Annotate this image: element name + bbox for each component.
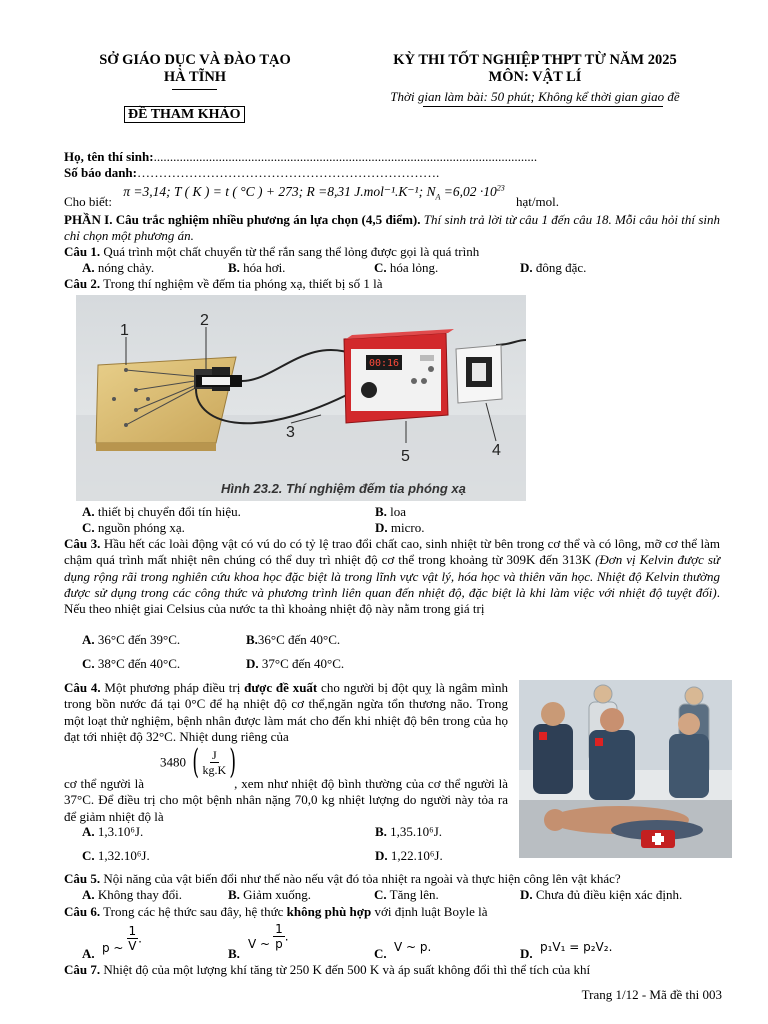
q6-option-b[interactable]: B. V ~ $\frac{1}{p}$ .	[228, 922, 289, 961]
q3-option-a[interactable]: A. 36°C đến 39°C.	[82, 632, 181, 647]
q7-label: Câu 7.	[64, 962, 101, 977]
q4-text-2: cho người bị đột quỵ là ngâm mình trong bồn nước đá tại 0°C để hạ nhiệt độ cơ thể,ngăn ngừa tổn thương não. Trong một loạt thử nghiệm, bệnh nhân được làm mát cho đến khi nhiệt độ bên trong của họ đạt tới nhiệt độ 32°C. Nhiệt dung riêng của	[64, 680, 509, 744]
name-dots: ......................................................................................................................	[153, 149, 538, 164]
q4-option-a[interactable]: A. 1,3.10⁶J.	[82, 824, 144, 839]
q2-option-c[interactable]: C. nguồn phóng xạ.	[82, 519, 185, 535]
question-4	[64, 680, 508, 745]
q1-option-d[interactable]: D. đông đặc.	[520, 260, 587, 275]
part1-instruction: Thí sinh trả lời từ câu 1 đến câu 18. Mỗi câu hỏi thí sinh chỉ chọn một phương án.	[64, 212, 721, 243]
q4-option-b[interactable]: B. 1,35.10⁶J.	[375, 824, 443, 839]
q5-option-c[interactable]: C. Tăng lên.	[374, 887, 439, 902]
exam-tag-box	[124, 106, 245, 124]
q1-options	[82, 260, 666, 276]
question-1	[64, 244, 720, 260]
q2-label: Câu 2.	[64, 276, 101, 291]
header-rule-right	[423, 106, 663, 107]
question-6	[64, 904, 720, 920]
question-2	[64, 276, 720, 292]
constants-line	[64, 183, 724, 209]
q2-options	[82, 504, 732, 535]
q4-text-1: Một phương pháp điều trị	[100, 680, 245, 695]
exam-tag: ĐỀ THAM KHẢO	[124, 106, 245, 123]
q4-bold: được đề xuất	[244, 680, 318, 695]
q3-options	[82, 632, 344, 672]
constants-formula: π =3,14; T ( K ) = t ( °C ) + 273; R =8,31 J.mol⁻¹.K⁻¹; $N_A =6,02 \cdot 10^{23}$	[123, 183, 505, 202]
q4-heat-capacity: 3480 ( $\frac{J}{kg.K}$ )	[160, 742, 237, 782]
heat-capacity-unit: $\frac{J}{kg.K}$	[202, 747, 227, 777]
constants-unit: hạt/mol.	[515, 194, 559, 209]
q4-options	[82, 824, 443, 864]
q1-text: Quá trình một chất chuyển từ thể rắn sang thể lỏng được gọi là quá trình	[100, 244, 480, 259]
q6-text-2: với định luật Boyle là	[371, 904, 488, 919]
header-rule-left	[172, 89, 217, 90]
experiment-illustration	[76, 295, 526, 501]
q6-text-1: Trong các hệ thức sau đây, hệ thức	[100, 904, 287, 919]
q5-option-a[interactable]: A. Không thay đổi.	[82, 887, 183, 902]
q3-option-b[interactable]: B.36°C đến 40°C.	[246, 632, 341, 647]
page-footer: Trang 1/12 - Mã đề thi 003	[581, 987, 722, 1002]
paramedics-illustration	[519, 680, 732, 858]
callout-1: 1	[120, 322, 129, 339]
question-7	[64, 962, 720, 978]
q6-option-a[interactable]: A. p ~ $\frac{1}{V}$ .	[82, 924, 142, 961]
q2-option-b[interactable]: B. loa	[375, 504, 407, 519]
q3-italic-note: (Đơn vị Kelvin được sử dụng rộng rãi trong nghiên cứu khoa học đặc biệt là trong lĩnh vực vật lý, hóa học và thiên văn học. Nhiệt độ Kelvin thường được sử dụng trong các công thức và phương trình liên quan đến nhiệt độ, đặc biệt là khi làm việc với nhiệt độ tuyệt đối)	[64, 552, 720, 600]
q5-options	[82, 887, 740, 903]
student-id-line	[64, 165, 714, 181]
q4-text-3-prefix: cơ thể người là	[64, 776, 145, 791]
q4-option-c[interactable]: C. 1,32.10⁶J.	[82, 848, 150, 863]
exam-header	[355, 52, 715, 87]
id-dots: …………………………………………………………….	[136, 165, 440, 180]
radiation-experiment-figure	[76, 295, 526, 501]
part1-heading	[64, 212, 720, 243]
callout-5: 5	[401, 448, 410, 465]
department-name: SỞ GIÁO DỤC VÀ ĐÀO TẠO	[99, 52, 291, 68]
exam-title: KỲ THI TỐT NGHIỆP THPT TỪ NĂM 2025	[393, 52, 677, 68]
q6-option-c[interactable]: C. V ~ p.	[374, 940, 432, 961]
counter-display: 00:16	[368, 358, 400, 369]
q1-option-c[interactable]: C. hóa lỏng.	[374, 260, 439, 275]
q5-option-b[interactable]: B. Giảm xuống.	[228, 887, 312, 902]
q2-option-a[interactable]: A. thiết bị chuyển đổi tín hiệu.	[82, 504, 241, 519]
q4-label: Câu 4.	[64, 680, 101, 695]
q7-text: Nhiệt độ của một lượng khí tăng từ 250 K đến 500 K và áp suất không đổi thì thể tích của khí	[100, 962, 591, 977]
q4-text-3: , xem như nhiệt độ bình thường của cơ thể người là 37°C. Để điều trị cho một bệnh nhân nặng 70,0 kg nhiệt lượng do người này tỏa ra để giảm nhiệt độ là	[64, 776, 508, 824]
province-name: HÀ TĨNH	[163, 69, 227, 86]
q6-option-d[interactable]: D. p₁V₁ = p₂V₂.	[520, 940, 613, 961]
q2-text: Trong thí nghiệm về đếm tia phóng xạ, thiết bị số 1 là	[100, 276, 383, 291]
name-label: Họ, tên thí sinh:	[64, 149, 154, 164]
constants-label: Cho biết:	[64, 194, 113, 209]
question-5	[64, 871, 720, 887]
q1-option-b[interactable]: B. hóa hơi.	[228, 260, 286, 275]
q6-label: Câu 6.	[64, 904, 101, 919]
q3-text-2: . Nếu theo nhiệt giai Celsius của nước ta thì khoảng nhiệt độ này nằm trong giá trị	[64, 584, 720, 616]
student-name-line	[64, 149, 714, 165]
q6-bold: không phù hợp	[286, 904, 372, 919]
q5-text: Nội năng của vật biến đổi như thế nào nếu vật đó tỏa nhiệt ra ngoài và thực hiện công lên vật khác?	[100, 871, 621, 886]
time-note: Thời gian làm bài: 50 phút; Không kể thời gian giao đề	[390, 89, 680, 104]
q1-label: Câu 1.	[64, 244, 101, 259]
q6-options	[82, 922, 722, 962]
question-3	[64, 536, 720, 617]
q4-option-d[interactable]: D. 1,22.10⁶J.	[375, 848, 443, 863]
figure-caption: Hình 23.2. Thí nghiệm đếm tia phóng xạ	[221, 481, 466, 496]
part1-title: PHẦN I. Câu trắc nghiệm nhiều phương án lựa chọn (4,5 điểm).	[64, 212, 421, 227]
q1-option-a[interactable]: A. nóng chảy.	[82, 260, 155, 275]
q2-option-d[interactable]: D. micro.	[375, 519, 425, 535]
q3-option-d[interactable]: D. 37°C đến 40°C.	[246, 656, 345, 671]
q3-text-1: Hầu hết các loài động vật có vú do có tỷ lệ trao đổi chất cao, sinh nhiệt từ bên trong cơ thể và có lông, mỡ cơ thể làm chậm quá trình mất nhiệt nên chúng có thể duy trì nhiệt độ cơ thể trong khoảng từ 309K đến 313K	[64, 536, 720, 568]
callout-2: 2	[200, 312, 209, 329]
q3-option-c[interactable]: C. 38°C đến 40°C.	[82, 656, 181, 671]
q5-label: Câu 5.	[64, 871, 101, 886]
ministry-header	[70, 52, 320, 87]
q3-label: Câu 3.	[64, 536, 101, 551]
callout-4: 4	[492, 442, 501, 459]
id-label: Số báo danh:	[64, 165, 137, 180]
question-4-cont	[64, 776, 508, 825]
subject-title: MÔN: VẬT LÍ	[488, 69, 582, 86]
cpr-scene-image	[519, 680, 732, 858]
callout-3: 3	[286, 424, 295, 441]
heat-capacity-value: 3480	[160, 754, 186, 770]
q5-option-d[interactable]: D. Chưa đủ điều kiện xác định.	[520, 887, 683, 902]
